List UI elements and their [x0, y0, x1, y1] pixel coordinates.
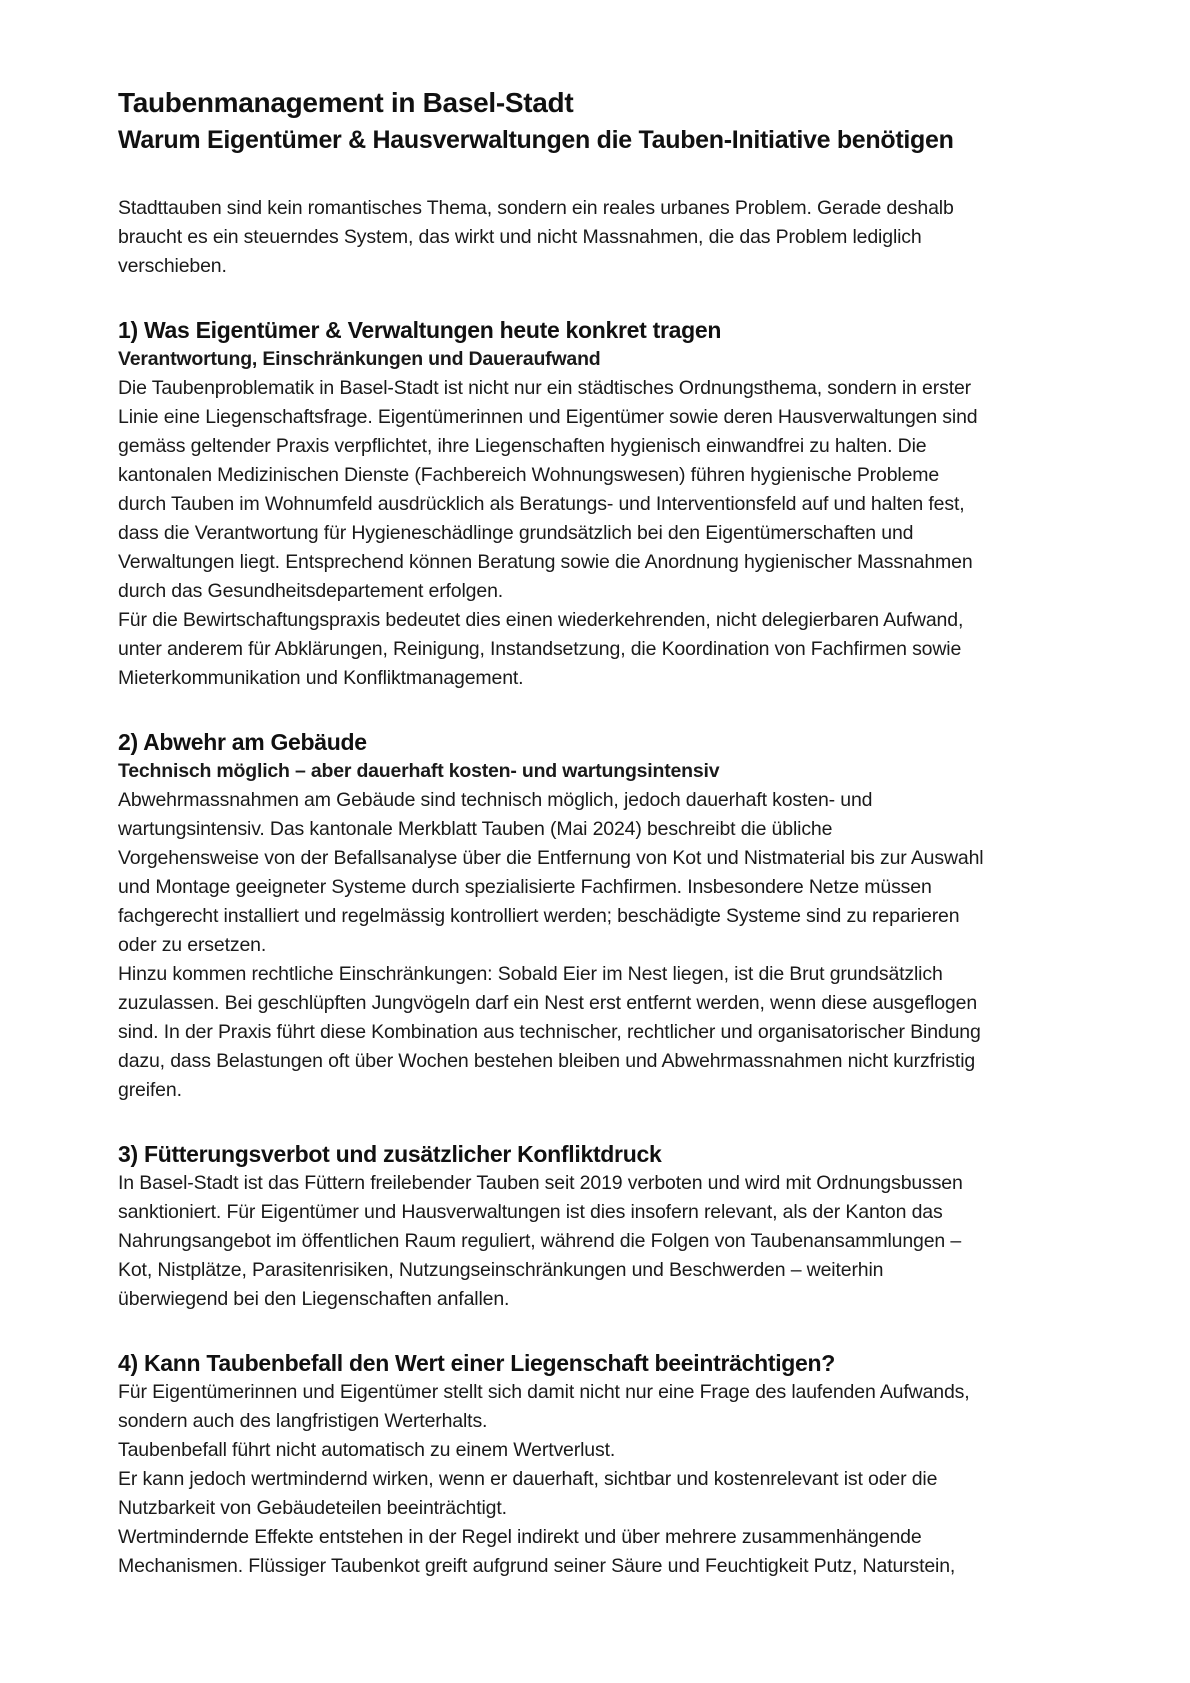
text-line: Stadttauben sind kein romantisches Thema, sondern ein reales urbanes Problem. Gerade deshalb — [118, 197, 954, 219]
text-line: Linie eine Liegenschaftsfrage. Eigentümerinnen und Eigentümer sowie deren Hausverwaltungen sind — [118, 406, 978, 428]
section-body — [118, 1169, 1118, 1314]
text-line: unter anderem für Abklärungen, Reinigung, Instandsetzung, die Koordination von Fachfirmen sowie — [118, 638, 962, 660]
text-line: sanktioniert. Für Eigentümer und Hausverwaltungen ist dies insofern relevant, als der Kanton das — [118, 1201, 943, 1223]
text-line: gemäss geltender Praxis verpflichtet, ihre Liegenschaften hygienisch einwandfrei zu halten. Die — [118, 435, 927, 457]
section-heading: 3) Fütterungsverbot und zusätzlicher Konfliktdruck — [118, 1141, 662, 1167]
text-line: und Montage geeigneter Systeme durch spezialisierte Fachfirmen. Insbesondere Netze müssen — [118, 876, 932, 898]
text-line: Für Eigentümerinnen und Eigentümer stellt sich damit nicht nur eine Frage des laufenden Aufwands, — [118, 1381, 970, 1403]
text-line: Abwehrmassnahmen am Gebäude sind technisch möglich, jedoch dauerhaft kosten- und — [118, 789, 873, 811]
text-line: In Basel-Stadt ist das Füttern freilebender Tauben seit 2019 verboten und wird mit Ordnungsbussen — [118, 1172, 963, 1194]
text-line: dass die Verantwortung für Hygieneschädlinge grundsätzlich bei den Eigentümerschaften und — [118, 522, 914, 544]
text-line: sind. In der Praxis führt diese Kombination aus technischer, rechtlicher und organisatorischer Bindung — [118, 1021, 981, 1043]
text-line: verschieben. — [118, 255, 227, 277]
document-page — [118, 86, 1118, 1581]
section-2 — [118, 727, 1118, 1105]
section-body — [118, 1378, 1118, 1581]
text-line: Mechanismen. Flüssiger Taubenkot greift aufgrund seiner Säure und Feuchtigkeit Putz, Naturstein, — [118, 1555, 956, 1577]
text-line: Die Taubenproblematik in Basel-Stadt ist nicht nur ein städtisches Ordnungsthema, sondern in erster — [118, 377, 972, 399]
text-line: Für die Bewirtschaftungspraxis bedeutet dies einen wiederkehrenden, nicht delegierbaren Aufwand, — [118, 609, 964, 631]
text-line: wartungsintensiv. Das kantonale Merkblatt Tauben (Mai 2024) beschreibt die übliche — [118, 818, 833, 840]
text-line: Hinzu kommen rechtliche Einschränkungen: Sobald Eier im Nest liegen, ist die Brut grundsätzlich — [118, 963, 943, 985]
text-line: Nutzbarkeit von Gebäudeteilen beeinträchtigt. — [118, 1497, 507, 1519]
text-line: braucht es ein steuerndes System, das wirkt und nicht Massnahmen, die das Problem lediglich — [118, 226, 922, 248]
text-line: sondern auch des langfristigen Werterhalts. — [118, 1410, 488, 1432]
text-line: zuzulassen. Bei geschlüpften Jungvögeln darf ein Nest erst entfernt werden, wenn diese ausgeflogen — [118, 992, 978, 1014]
text-line: Verwaltungen liegt. Entsprechend können Beratung sowie die Anordnung hygienischer Massnahmen — [118, 551, 973, 573]
section-1 — [118, 315, 1118, 693]
text-line: fachgerecht installiert und regelmässig kontrolliert werden; beschädigte Systeme sind zu reparieren — [118, 905, 960, 927]
section-heading: 1) Was Eigentümer & Verwaltungen heute konkret tragen — [118, 317, 722, 343]
section-heading: 4) Kann Taubenbefall den Wert einer Liegenschaft beeinträchtigen? — [118, 1350, 836, 1376]
text-line: Mieterkommunikation und Konfliktmanagement. — [118, 667, 524, 689]
text-line: Er kann jedoch wertmindernd wirken, wenn er dauerhaft, sichtbar und kostenrelevant ist oder die — [118, 1468, 938, 1490]
section-heading: 2) Abwehr am Gebäude — [118, 729, 367, 755]
text-line: Vorgehensweise von der Befallsanalyse über die Entfernung von Kot und Nistmaterial bis zur Auswahl — [118, 847, 984, 869]
section-3 — [118, 1139, 1118, 1314]
intro-paragraph — [118, 194, 1118, 281]
text-line: greifen. — [118, 1079, 182, 1101]
section-body — [118, 374, 1118, 693]
section-body — [118, 786, 1118, 1105]
document-subtitle: Warum Eigentümer & Hausverwaltungen die Tauben-Initiative benötigen — [118, 126, 954, 154]
text-line: Kot, Nistplätze, Parasitenrisiken, Nutzungseinschränkungen und Beschwerden – weiterhin — [118, 1259, 884, 1281]
text-line: durch Tauben im Wohnumfeld ausdrücklich als Beratungs- und Interventionsfeld auf und halten fest, — [118, 493, 965, 515]
text-line: durch das Gesundheitsdepartement erfolgen. — [118, 580, 504, 602]
section-4 — [118, 1348, 1118, 1581]
text-line: oder zu ersetzen. — [118, 934, 267, 956]
text-line: überwiegend bei den Liegenschaften anfallen. — [118, 1288, 510, 1310]
section-subheading: Verantwortung, Einschränkungen und Daueraufwand — [118, 348, 601, 370]
section-subheading: Technisch möglich – aber dauerhaft kosten- und wartungsintensiv — [118, 760, 720, 782]
text-line: Taubenbefall führt nicht automatisch zu einem Wertverlust. — [118, 1439, 616, 1461]
text-line: Nahrungsangebot im öffentlichen Raum reguliert, während die Folgen von Taubenansammlungen – — [118, 1230, 962, 1252]
document-title: Taubenmanagement in Basel-Stadt — [118, 87, 574, 118]
text-line: kantonalen Medizinischen Dienste (Fachbereich Wohnungswesen) führen hygienische Probleme — [118, 464, 940, 486]
text-line: dazu, dass Belastungen oft über Wochen bestehen bleiben und Abwehrmassnahmen nicht kurzfristig — [118, 1050, 976, 1072]
text-line: Wertmindernde Effekte entstehen in der Regel indirekt und über mehrere zusammenhängende — [118, 1526, 922, 1548]
